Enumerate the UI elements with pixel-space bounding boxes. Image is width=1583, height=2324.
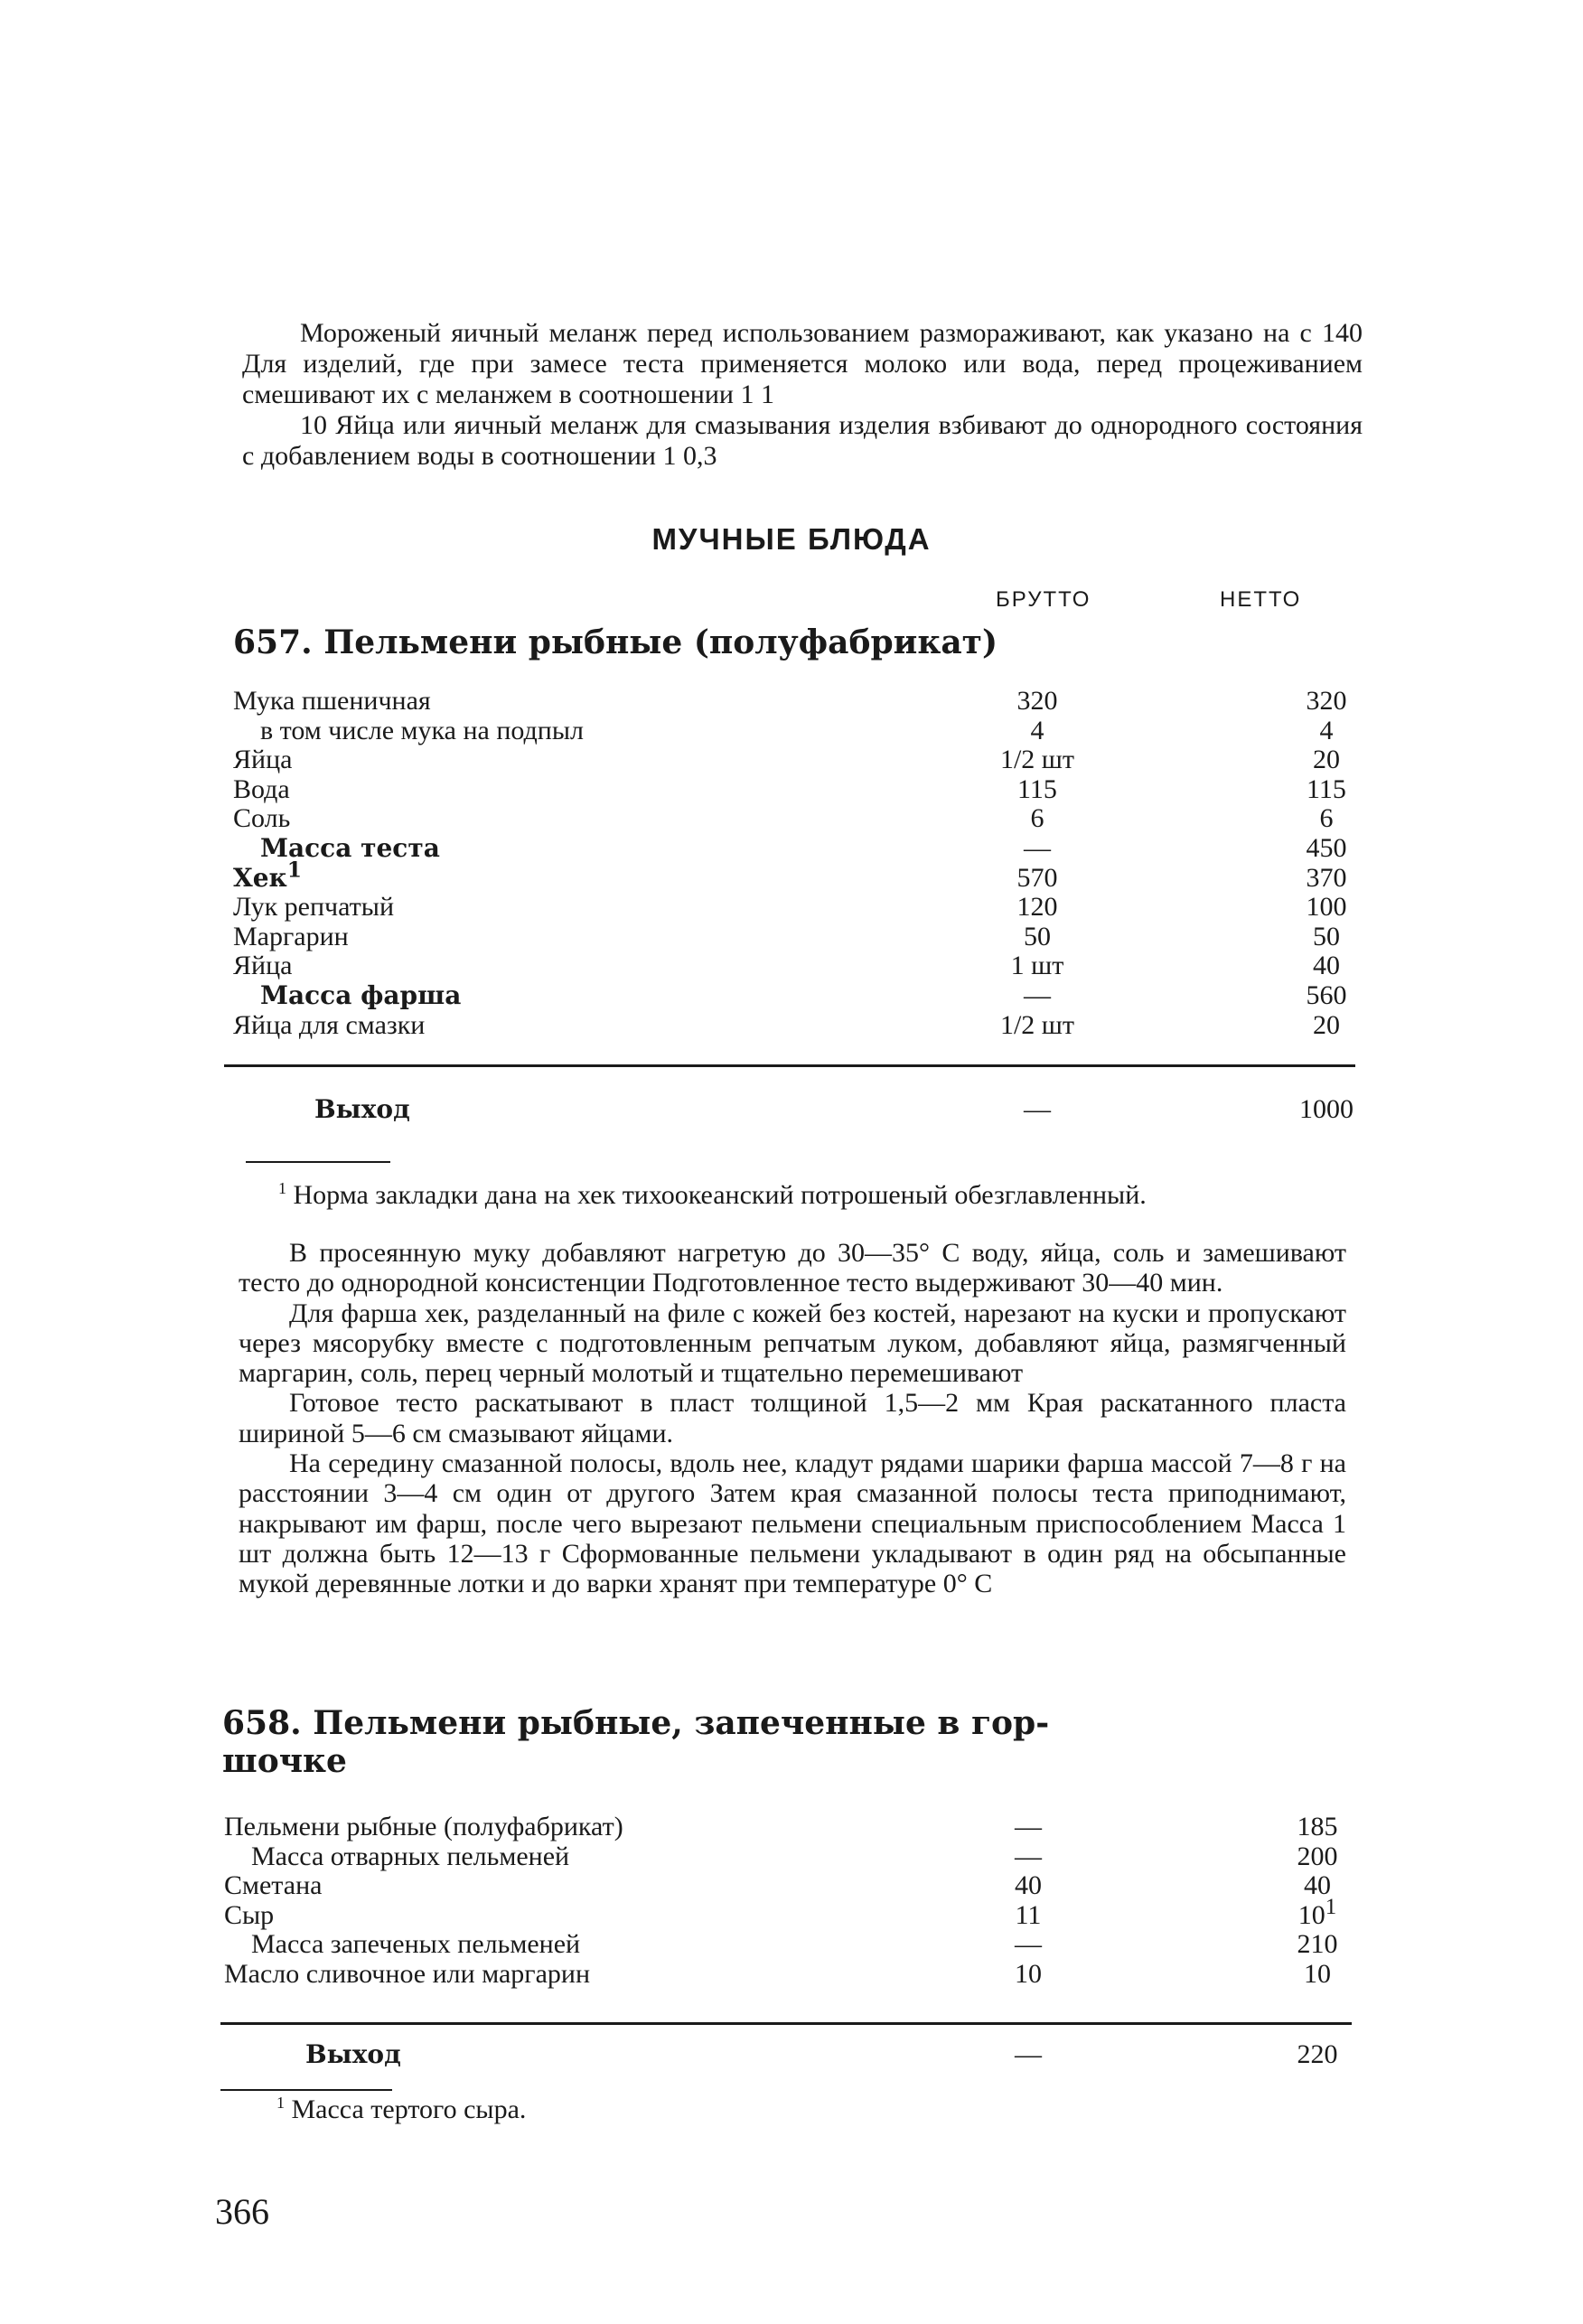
table-row [233,775,1354,805]
ingredient-name: Масса отварных пельменей [251,1841,570,1871]
brutto-value: — [1024,1094,1051,1124]
column-header-brutto: БРУТТО [996,587,1091,612]
ingredients-table [224,1813,1344,1990]
footnote-text: Норма закладки дана на хек тихоокеанский потрошеный обезглавленный. [293,1180,1147,1210]
method-paragraph: На середину смазанной полосы, вдоль нее, кладут рядами шарики фарша массой 7—8 г на расстоянии 3—4 см один от другого Затем края смазанной полосы теста приподнимают, накрывают им фарш, после чего вырезают пельмени специальным приспособлением Масса 1 шт должна быть 12—13 г Сформованные пельмени укладывают в один ряд на обсыпанные мукой деревянные лотки и до варки хранят при температуре 0° С [239,1448,1346,1599]
netto-value: 185 [1297,1812,1338,1841]
ingredient-name: Лук репчатый [233,892,394,923]
brutto-value: 50 [1024,921,1051,951]
brutto-value: — [1024,979,1051,1010]
table-row [224,1894,1344,1931]
netto-value: 115 [1307,773,1346,804]
table-row [233,1011,1354,1041]
brutto-value: 1/2 шт [999,1009,1075,1040]
table-row [233,745,1354,775]
brutto-value: 1/2 шт [999,745,1075,775]
brutto-value: 6 [1030,803,1044,834]
method-paragraph: Готовое тесто раскатывают в пласт толщиной 1,5—2 мм Края раскатанного пласта шириной 5—6 см смазывают яйцами. [239,1388,1346,1448]
footnote-rule [220,2089,392,2091]
ingredient-name: Мука пшеничная [233,686,431,716]
netto-value: 40 [1313,951,1340,981]
netto-value: 50 [1313,921,1340,951]
output-row [233,1092,1354,1128]
table-row [233,923,1354,952]
brutto-value: — [1015,1841,1042,1871]
netto-value: 370 [1306,862,1347,893]
table-row [233,981,1354,1011]
table-row [224,1813,1344,1842]
netto-value: 1000 [1299,1094,1354,1124]
netto-value: 20 [1313,1009,1340,1040]
brutto-value: — [1015,2039,1042,2069]
netto-value-text: 10 [1297,1899,1325,1930]
ingredient-name: Маргарин [233,921,349,951]
brutto-value: — [1024,832,1051,863]
footnote-rule [246,1161,390,1163]
brutto-value: 11 [1015,1899,1042,1930]
netto-value: 100 [1306,892,1347,923]
footnote [276,2094,526,2125]
ingredient-name: Яйца для смазки [233,1009,426,1040]
brutto-value: 40 [1015,1870,1042,1901]
footnote-marker: 1 [278,1179,286,1197]
netto-value: 40 [1304,1870,1331,1901]
ingredient-name: Масса фарша [260,979,462,1010]
ingredient-name: Соль [233,803,291,834]
brutto-value: 1 шт [1010,951,1064,981]
page-number: 366 [215,2191,269,2232]
netto-value [1236,1894,1399,1931]
netto-value: 560 [1306,979,1347,1010]
netto-value: 6 [1319,803,1334,834]
table-rule [224,1064,1355,1067]
brutto-value: 115 [1017,773,1057,804]
intro-paragraph: 10 Яйца или яичный меланж для смазывания изделия взбивают до однородного состояния с добавлением воды в соотношении 1 0,3 [242,410,1363,471]
table-row [233,717,1354,746]
recipe-title-line: шочке [222,1742,347,1780]
netto-value: 320 [1306,686,1347,716]
netto-value: 210 [1297,1929,1338,1960]
ingredient-name: Яйца [233,745,293,775]
ingredient-name [233,857,302,894]
table-row [233,857,1354,894]
table-row [233,804,1354,834]
brutto-value: 570 [1016,862,1058,893]
ingredient-name: Сыр [224,1899,275,1930]
brutto-value: — [1015,1812,1042,1841]
table-row [233,687,1354,717]
table-row [224,1960,1344,1990]
netto-value: 200 [1297,1841,1338,1871]
netto-value: 10 [1304,1958,1331,1989]
ingredient-name: Яйца [233,951,293,981]
ingredient-name-text: Хек [233,862,287,893]
footnote-marker: 1 [286,857,302,883]
table-row [233,893,1354,923]
recipe-title: 657. Пельмени рыбные (полуфабрикат) [233,623,998,661]
table-row [224,1871,1344,1901]
ingredient-name: Масса теста [260,832,440,863]
method-paragraph: В просеянную муку добавляют нагретую до 30—35° С воду, яйца, соль и замешивают тесто до однородной консистенции Подготовленное тесто выдерживают 30—40 мин. [239,1238,1346,1298]
table-rule [220,2022,1352,2025]
netto-value: 220 [1297,2039,1338,2069]
footnote-marker: 1 [276,2094,285,2112]
output-row [224,2037,1344,2073]
ingredient-name: в том числе мука на подпыл [260,715,584,745]
table-row [233,834,1354,864]
output-label: Выход [305,2039,401,2069]
section-title: МУЧНЫЕ БЛЮДА [651,522,932,556]
netto-value: 450 [1306,832,1347,863]
table-row [224,1930,1344,1960]
ingredient-name: Сметана [224,1870,323,1901]
footnote-text: Масса тертого сыра. [291,2094,527,2124]
brutto-value: — [1015,1929,1042,1960]
netto-value: 20 [1313,745,1340,775]
ingredient-name: Пельмени рыбные (полуфабрикат) [224,1812,623,1841]
intro-text [242,318,1363,472]
table-row [233,951,1354,981]
brutto-value: 320 [1016,686,1058,716]
brutto-value: 120 [1016,892,1058,923]
preparation-method [239,1238,1346,1599]
intro-paragraph: Мороженый яичный меланж перед использованием размораживают, как указано на с 140 Для изделий, где при замесе теста применяется молоко или вода, перед процеживанием смешивают их с меланжем в соотношении 1 1 [242,318,1363,409]
output-label: Выход [314,1094,410,1124]
table-row [224,1842,1344,1872]
recipe-title [222,1704,1049,1780]
column-header-netto: НЕТТО [1220,587,1302,612]
ingredient-name: Вода [233,773,290,804]
brutto-value: 10 [1015,1958,1042,1989]
ingredients-table [233,687,1354,1040]
footnote-marker: 1 [1325,1894,1337,1919]
brutto-value: 4 [1030,715,1044,745]
recipe-title-line: 658. Пельмени рыбные, запеченные в гор- [222,1704,1050,1742]
footnote [278,1180,1147,1211]
method-paragraph: Для фарша хек, разделанный на филе с кожей без костей, нарезают на куски и пропускают через мясорубку вместе с подготовленным репчатым луком, добавляют яйца, размягченный маргарин, соль, перец черный молотый и тщательно перемешивают [239,1298,1346,1389]
ingredient-name: Масло сливочное или маргарин [224,1958,591,1989]
ingredient-name: Масса запеченых пельменей [251,1929,581,1960]
netto-value: 4 [1319,715,1334,745]
